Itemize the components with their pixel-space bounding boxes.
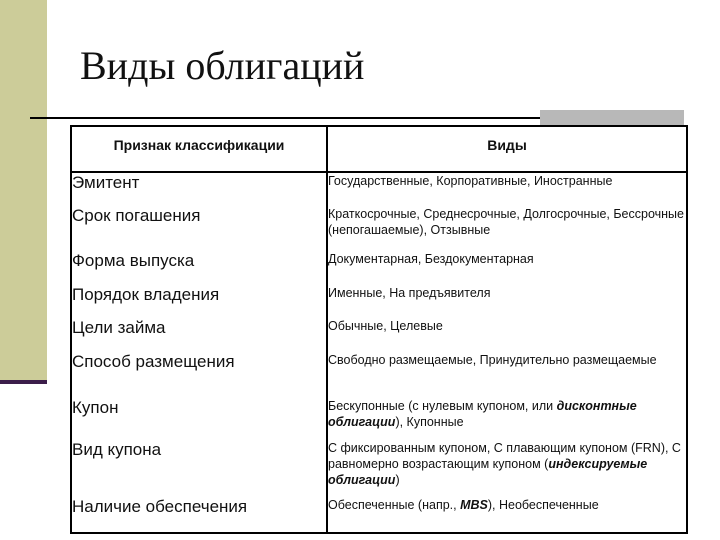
row-value: Бескупонные (с нулевым купоном, или дисконтные облигации), Купонные [327, 398, 687, 440]
row-key: Способ размещения [71, 352, 327, 398]
row-key: Форма выпуска [71, 251, 327, 285]
table-row [71, 172, 687, 206]
row-value: Обеспеченные (напр., MBS), Необеспеченные [327, 497, 687, 533]
row-value: Свободно размещаемые, Принудительно размещаемые [327, 352, 687, 398]
row-value: Государственные, Корпоративные, Иностранные [327, 172, 687, 206]
table-row [71, 398, 687, 440]
row-key: Купон [71, 398, 327, 440]
row-value: С фиксированным купоном, С плавающим купоном (FRN), С равномерно возрастающим купоном (индексируемые облигации) [327, 440, 687, 497]
row-value: Именные, На предъявителя [327, 285, 687, 318]
left-accent-bar [0, 0, 47, 380]
left-accent-underline [0, 380, 47, 384]
row-value: Краткосрочные, Среднесрочные, Долгосрочные, Бессрочные (непогашаемые), Отзывные [327, 206, 687, 251]
row-key: Вид купона [71, 440, 327, 497]
row-value: Документарная, Бездокументарная [327, 251, 687, 285]
table-header-row [71, 126, 687, 172]
row-key: Порядок владения [71, 285, 327, 318]
row-key: Срок погашения [71, 206, 327, 251]
table-row [71, 497, 687, 533]
slide-title: Виды облигаций [80, 43, 365, 88]
header-classification: Признак классификации [71, 126, 327, 172]
header-types: Виды [327, 126, 687, 172]
right-accent-block [540, 110, 684, 126]
row-key: Наличие обеспечения [71, 497, 327, 533]
table-row [71, 206, 687, 251]
table-row [71, 285, 687, 318]
row-key: Цели займа [71, 318, 327, 352]
bond-types-table [70, 125, 688, 534]
table-row [71, 318, 687, 352]
row-key: Эмитент [71, 172, 327, 206]
title-rule [30, 117, 540, 119]
table-row [71, 440, 687, 497]
row-value: Обычные, Целевые [327, 318, 687, 352]
table-row [71, 352, 687, 398]
table-row [71, 251, 687, 285]
